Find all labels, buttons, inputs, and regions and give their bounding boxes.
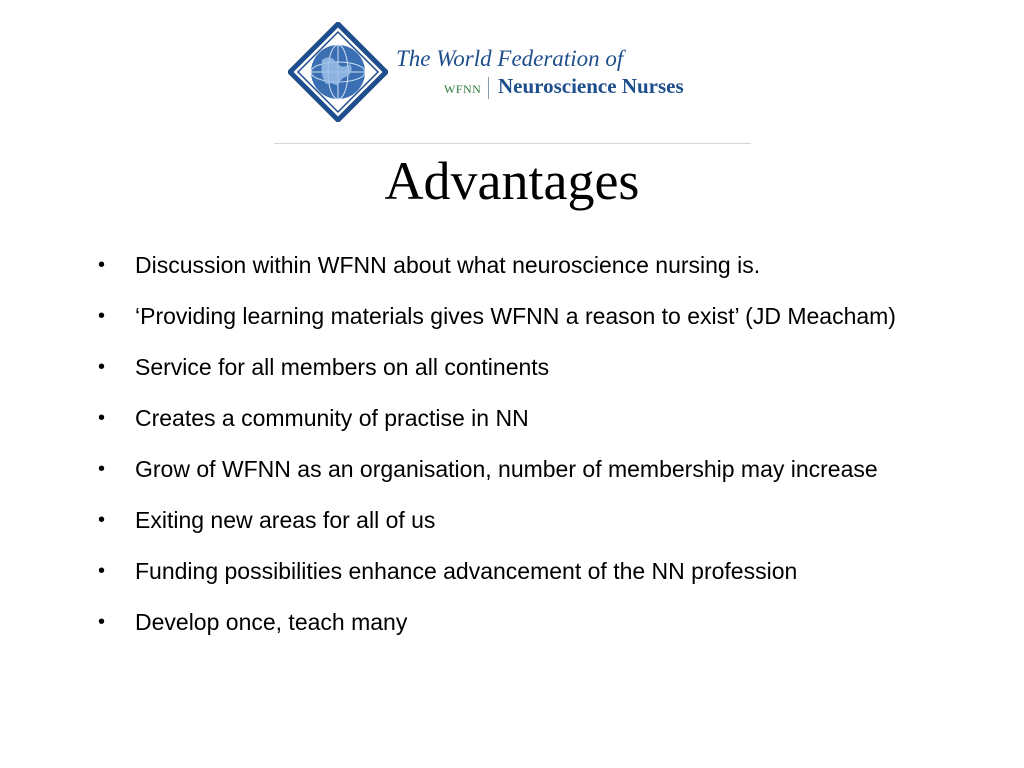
bullet-item	[98, 452, 978, 486]
bullet-text: Creates a community of practise in NN	[135, 405, 529, 431]
logo-separator	[488, 77, 489, 99]
bullet-text: Develop once, teach many	[135, 609, 408, 635]
bullet-dot: •	[98, 407, 106, 429]
bullet-text: Funding possibilities enhance advancement of the NN profession	[135, 558, 798, 584]
globe-emblem-icon	[288, 22, 388, 122]
bullet-item	[98, 350, 978, 384]
bullet-item	[98, 248, 978, 282]
bullet-item	[98, 503, 978, 537]
bullet-text: Service for all members on all continents	[135, 354, 550, 380]
bullet-text: Grow of WFNN as an organisation, number of membership may increase	[135, 456, 878, 482]
bullet-dot: •	[98, 305, 106, 327]
bullet-list	[98, 248, 978, 656]
header-divider	[274, 143, 751, 144]
bullet-text: Exiting new areas for all of us	[135, 507, 436, 533]
bullet-dot: •	[98, 356, 106, 378]
bullet-dot: •	[98, 458, 106, 480]
bullet-text: Discussion within WFNN about what neuroscience nursing is.	[135, 252, 761, 278]
bullet-dot: •	[98, 254, 106, 276]
logo-line-2: Neuroscience Nurses	[498, 74, 684, 98]
logo-line-1: The World Federation of	[396, 46, 624, 71]
bullet-item	[98, 401, 978, 435]
bullet-item	[98, 554, 978, 588]
bullet-dot: •	[98, 509, 106, 531]
logo-abbreviation: WFNN	[444, 82, 482, 96]
bullet-dot: •	[98, 560, 106, 582]
bullet-item	[98, 605, 978, 639]
bullet-text: ‘Providing learning materials gives WFNN a reason to exist’ (JD Meacham)	[135, 303, 896, 329]
wfnn-logo	[288, 22, 738, 122]
slide-title: Advantages	[384, 151, 640, 211]
bullet-dot: •	[98, 611, 106, 633]
bullet-item	[98, 299, 978, 333]
